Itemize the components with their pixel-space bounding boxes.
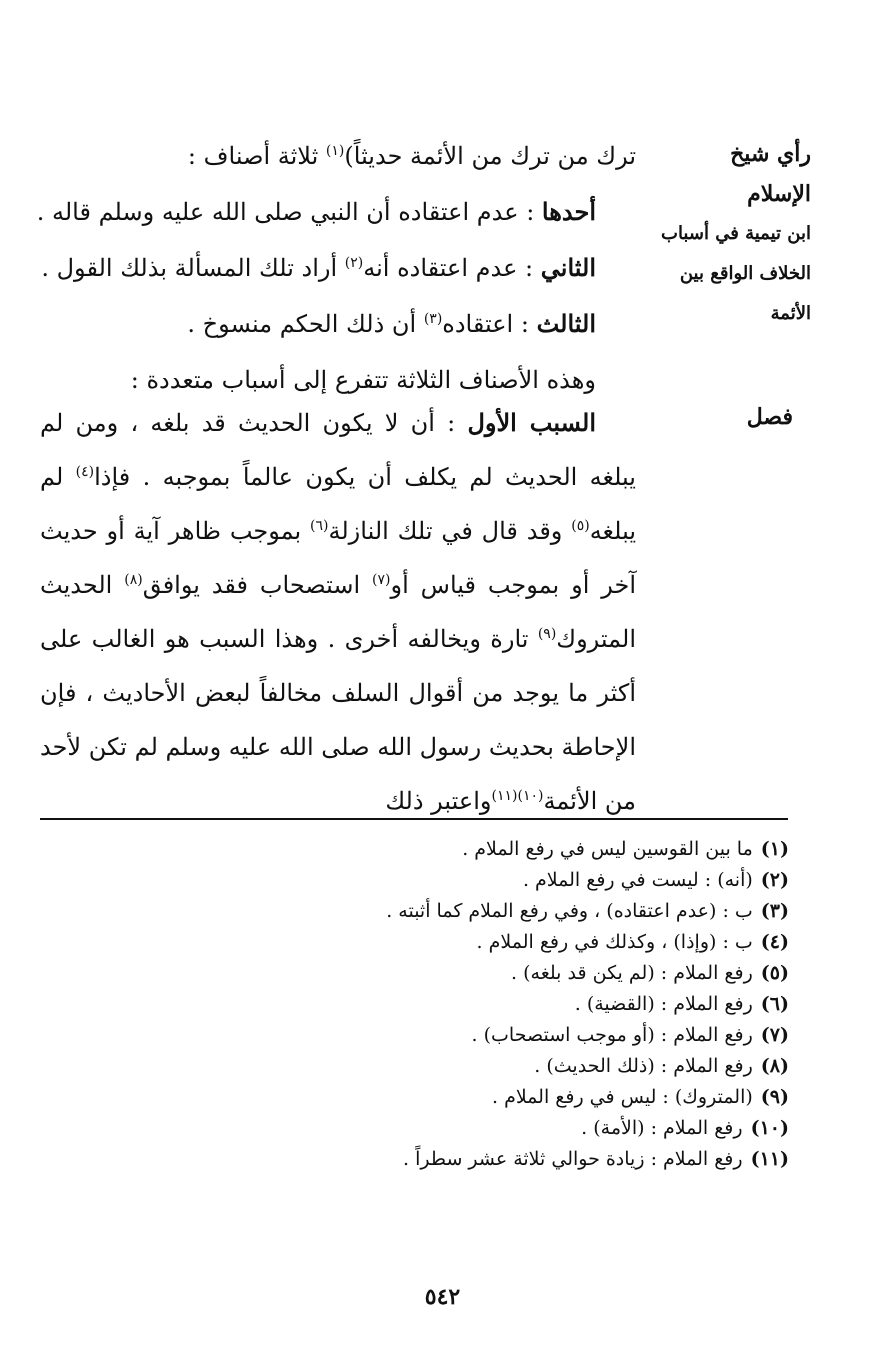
footnote-number: (٧) (760, 1024, 789, 1046)
footnote-text: ما بين القوسين ليس في رفع الملام . (462, 838, 753, 860)
cause-text: تارة ويخالفه أخرى . وهذا السبب هو الغالب على أكثر ما يوجد من أقوال السلف مخالفاً لبعض الأحاديث ، فإن الإحاطة بحديث رسول الله صلى الله عليه وسلم لم تكن لأحد من الأئمة (40, 625, 636, 815)
first-cause-heading: السبب الأول (467, 408, 597, 437)
footnote-item (89, 989, 789, 1020)
footnote-item (89, 927, 789, 958)
footnote-divider (40, 818, 788, 820)
second-text-tail: أراد تلك المسألة بذلك القول . (41, 254, 345, 282)
third-heading: الثالث (536, 309, 596, 338)
footnote-text: رفع الملام : (الأمة) . (581, 1117, 743, 1139)
first-heading: أحدها (541, 197, 596, 226)
footnote-ref[interactable]: (١٠) (517, 788, 544, 804)
footnote-ref[interactable]: (٩) (537, 626, 557, 642)
footnote-text: رفع الملام : زيادة حوالي ثلاثة عشر سطراً . (403, 1148, 743, 1170)
cause-text: وقد قال في تلك النازلة (328, 517, 572, 545)
intro-text-tail: ثلاثة أصناف : (187, 142, 326, 170)
footnote-ref[interactable]: (١١) (491, 788, 518, 804)
footnote-ref[interactable]: (٣) (423, 311, 443, 327)
footnote-ref[interactable]: (٤) (75, 464, 95, 480)
footnote-item (89, 958, 789, 989)
footnote-number: (٣) (760, 900, 789, 922)
footnote-item (89, 1051, 789, 1082)
margin-note-line-1: رأي شيخ الإسلام (730, 141, 811, 207)
footnote-item (89, 1020, 789, 1051)
footnote-text: (المتروك) : ليس في رفع الملام . (491, 1086, 753, 1108)
footnote-item (89, 865, 789, 896)
footnote-ref[interactable]: (٨) (124, 572, 143, 588)
footnote-item (89, 834, 789, 865)
second-category (40, 240, 636, 296)
intro-paragraph (36, 128, 636, 408)
footnote-ref[interactable]: (٦) (310, 518, 329, 534)
third-category (40, 296, 636, 352)
footnote-number: (٩) (760, 1086, 789, 1108)
first-cause-paragraph (40, 396, 636, 828)
footnote-text: ب : (وإذا) ، وكذلك في رفع الملام . (476, 931, 753, 953)
cause-text: لم يبلغه (40, 463, 636, 545)
footnotes-list (89, 834, 789, 1175)
third-text: : اعتقاده (442, 310, 537, 338)
cause-text: : أن لا يكون الحديث قد بلغه ، ومن لم يبلغه الحديث لم يكلف أن يكون عالماً بموجبه . فإذا (40, 409, 636, 491)
cause-text: واعتبر ذلك (385, 787, 492, 815)
margin-note-line-2: ابن تيمية في أسباب (661, 223, 811, 244)
section-label: فصل (746, 404, 793, 430)
page-number: ٥٤٢ (424, 1284, 461, 1310)
footnote-text: رفع الملام : (ذلك الحديث) . (534, 1055, 753, 1077)
footnote-ref[interactable]: (٥) (571, 518, 590, 534)
margin-note-line-3: الخلاف الواقع بين (679, 263, 811, 284)
first-text: : عدم اعتقاده أن النبي صلى الله عليه وسلم قاله . (36, 198, 542, 226)
footnote-item (89, 1113, 789, 1144)
footnote-number: (٢) (760, 869, 789, 891)
footnote-ref[interactable]: (٧) (372, 572, 391, 588)
footnote-item (89, 896, 789, 927)
footnote-ref[interactable]: (١) (325, 143, 345, 159)
footnote-number: (٨) (760, 1055, 789, 1077)
footnote-text: رفع الملام : (أو موجب استصحاب) . (471, 1024, 753, 1046)
footnote-number: (٥) (760, 962, 789, 984)
footnote-item (89, 1144, 789, 1175)
footnote-text: ب : (عدم اعتقاده) ، وفي رفع الملام كما أثبته . (386, 900, 753, 922)
cause-text: استصحاب فقد يوافق (142, 571, 373, 599)
footnote-text: رفع الملام : (لم يكن قد بلغه) . (511, 962, 753, 984)
intro-text: ترك من ترك من الأئمة حديثاً) (344, 142, 636, 170)
footnote-ref[interactable]: (٢) (344, 255, 364, 271)
footnote-number: (٦) (760, 993, 789, 1015)
footnote-number: (١١) (750, 1148, 789, 1170)
footnote-text: (أنه) : ليست في رفع الملام . (522, 869, 753, 891)
margin-note-line-4: الأئمة (770, 303, 811, 324)
second-heading: الثاني (540, 253, 596, 282)
second-text: : عدم اعتقاده أنه (363, 254, 541, 282)
footnote-number: (١) (760, 838, 789, 860)
cause-text: الحديث المتروك (40, 571, 636, 653)
summary-line: وهذه الأصناف الثلاثة تتفرع إلى أسباب متعددة : (130, 366, 596, 394)
first-category (36, 184, 636, 240)
cause-text: بموجب ظاهر آية أو حديث آخر أو بموجب قياس أو (40, 517, 636, 599)
third-text-tail: أن ذلك الحكم منسوخ . (187, 310, 424, 338)
footnote-number: (١٠) (750, 1117, 789, 1139)
footnote-text: رفع الملام : (القضية) . (574, 993, 753, 1015)
intro-line (40, 128, 636, 184)
footnote-number: (٤) (760, 931, 789, 953)
footnote-item (89, 1082, 789, 1113)
margin-note (661, 134, 811, 334)
